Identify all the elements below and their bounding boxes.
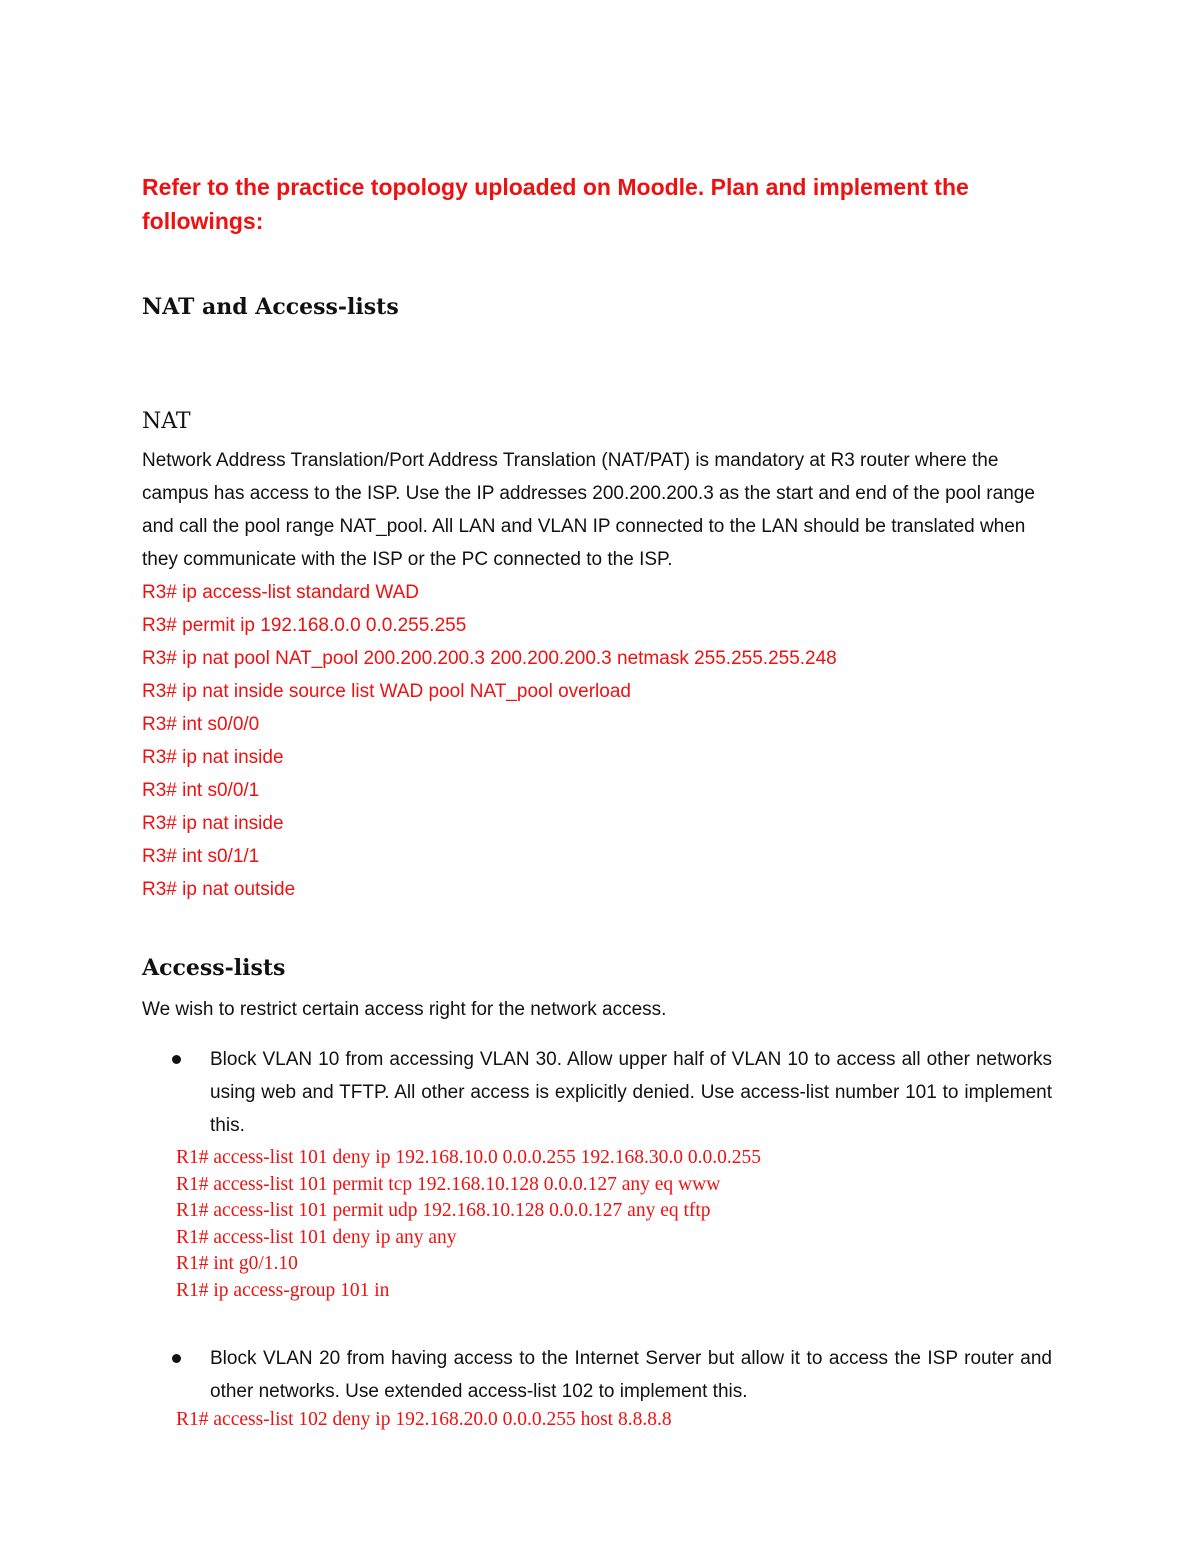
acl-command-line: R1# ip access-group 101 in — [176, 1279, 390, 1301]
nat-command-line: R3# ip nat outside — [142, 879, 296, 900]
acl-command-line: R1# access-list 101 deny ip any any — [176, 1226, 457, 1248]
acl-bullet-2 — [172, 1342, 1052, 1408]
nat-command-line: R3# ip nat inside — [142, 747, 284, 768]
acl-bullet-1 — [172, 1043, 1052, 1142]
nat-heading: NAT — [142, 409, 191, 434]
nat-command-line: R3# int s0/1/1 — [142, 846, 260, 867]
nat-command-line: R3# ip access-list standard WAD — [142, 582, 420, 603]
nat-command-line: R3# ip nat inside — [142, 813, 284, 834]
nat-command-line: R3# int s0/0/0 — [142, 714, 260, 735]
acl-command-line: R1# access-list 101 permit udp 192.168.10.128 0.0.0.127 any eq tftp — [176, 1200, 711, 1222]
acl-bullet-text: Block VLAN 20 from having access to the Internet Server but allow it to access the ISP router and other networks. Use extended access-list 102 to implement this. — [210, 1348, 1052, 1402]
acl-command-line: R1# access-list 102 deny ip 192.168.20.0 0.0.0.255 host 8.8.8.8 — [176, 1409, 672, 1430]
acl-command-line: R1# int g0/1.10 — [176, 1253, 298, 1275]
nat-command-line: R3# permit ip 192.168.0.0 0.0.255.255 — [142, 615, 467, 636]
acl-bullet-text: Block VLAN 10 from accessing VLAN 30. Allow upper half of VLAN 10 to access all other networks using web and TFTP. All other access is explicitly denied. Use access-list number 101 to implement this. — [210, 1049, 1052, 1136]
acl-command-line: R1# access-list 101 permit tcp 192.168.10.128 0.0.0.127 any eq www — [176, 1173, 721, 1195]
nat-description: Network Address Translation/Port Address Translation (NAT/PAT) is mandatory at R3 router where the campus has access to the ISP. Use the IP addresses 200.200.200.3 as the start and end of the pool range and call the pool range NAT_pool. All LAN and VLAN IP connected to the LAN should be translated when they communicate with the ISP or the PC connected to the ISP. — [142, 450, 1035, 570]
acl-101-command-list — [176, 1145, 761, 1305]
nat-command-list — [142, 576, 837, 906]
acl-102-command-list — [176, 1407, 672, 1434]
nat-command-line: R3# ip nat pool NAT_pool 200.200.200.3 200.200.200.3 netmask 255.255.255.248 — [142, 648, 837, 669]
intro-instruction: Refer to the practice topology uploaded on Moodle. Plan and implement the followings: — [142, 174, 969, 234]
bullet-icon — [172, 1354, 181, 1363]
acl-heading: Access-lists — [142, 955, 286, 981]
main-heading: NAT and Access-lists — [142, 294, 399, 320]
nat-command-line: R3# int s0/0/1 — [142, 780, 260, 801]
acl-intro: We wish to restrict certain access right for the network access. — [142, 999, 667, 1020]
acl-command-line: R1# access-list 101 deny ip 192.168.10.0 0.0.0.255 192.168.30.0 0.0.0.255 — [176, 1147, 761, 1168]
bullet-icon — [172, 1055, 181, 1064]
nat-command-line: R3# ip nat inside source list WAD pool NAT_pool overload — [142, 681, 631, 702]
